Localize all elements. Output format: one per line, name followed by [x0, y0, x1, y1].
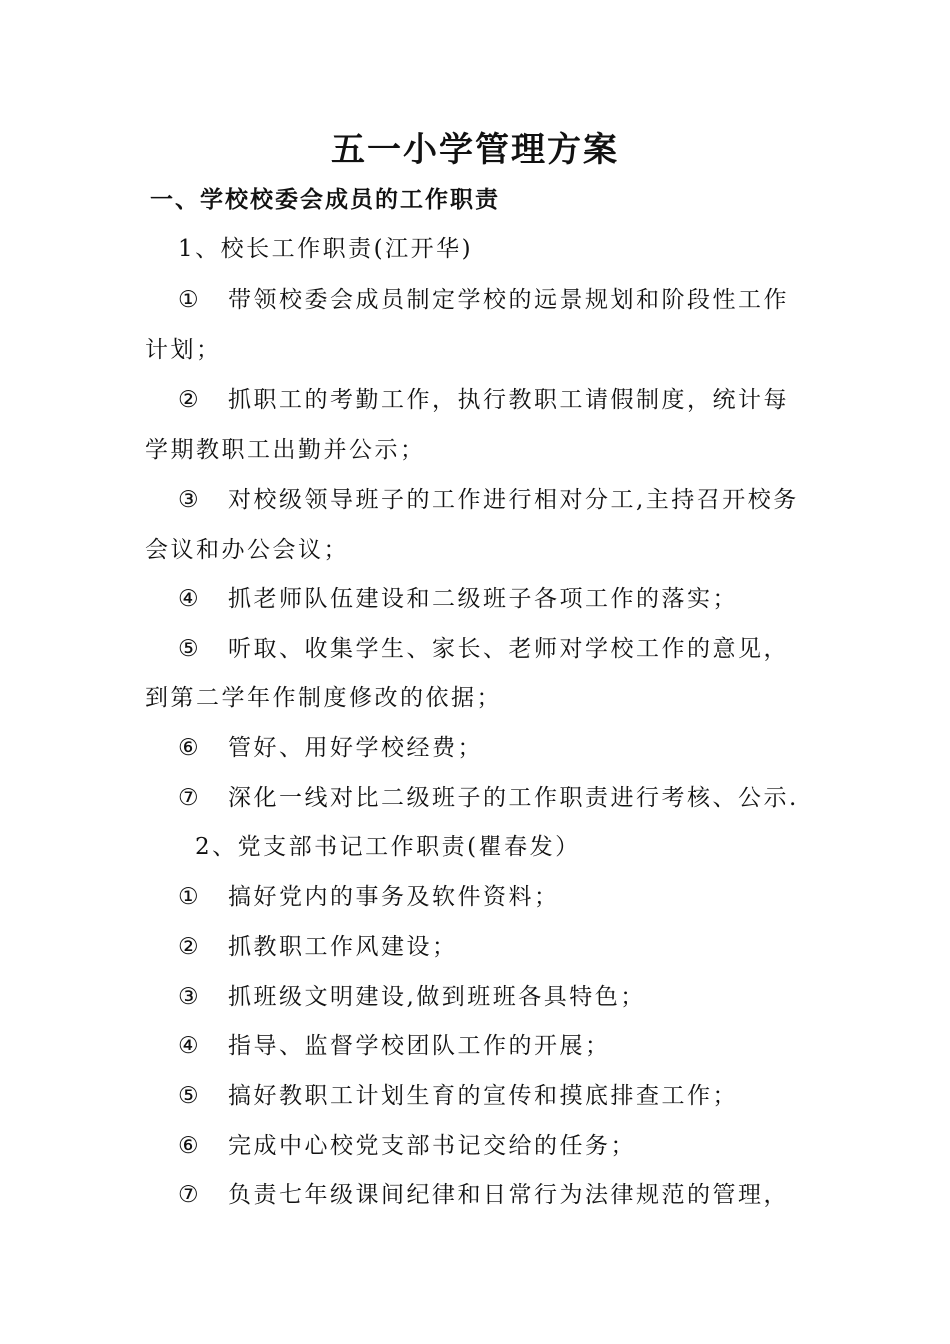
item-text: 对校级领导班子的工作进行相对分工,主持召开校务 — [228, 487, 799, 513]
item-number: ④ — [178, 586, 202, 612]
item-text: 听取、收集学生、家长、老师对学校工作的意见， — [228, 636, 789, 662]
item-text: 深化一线对比二级班子的工作职责进行考核、公示. — [228, 785, 799, 811]
list-item — [178, 483, 799, 517]
item-continuation: 到第二学年作制度修改的依据； — [145, 685, 502, 711]
item-text: 带领校委会成员制定学校的远景规划和阶段性工作 — [228, 287, 789, 313]
list-item — [178, 1079, 738, 1113]
item-number: ② — [178, 387, 202, 413]
item-text: 抓教职工作风建设； — [228, 934, 458, 960]
item-text: 指导、监督学校团队工作的开展； — [228, 1033, 611, 1059]
section-heading: 一、学校校委会成员的工作职责 — [150, 186, 500, 213]
item-number: ⑥ — [178, 735, 202, 761]
item-text: 抓老师队伍建设和二级班子各项工作的落实； — [228, 586, 738, 612]
item-text: 抓职工的考勤工作，执行教职工请假制度，统计每 — [228, 387, 789, 413]
item-number: ⑥ — [178, 1133, 202, 1159]
subsection-heading: 1、校长工作职责(江开华) — [178, 236, 474, 262]
document-title: 五一小学管理方案 — [331, 130, 619, 170]
list-item — [178, 582, 738, 616]
list-item — [178, 880, 560, 914]
item-number: ① — [178, 287, 202, 313]
item-number: ⑤ — [178, 636, 202, 662]
subsection-heading: 2、党支部书记工作职责(瞿春发） — [195, 834, 581, 860]
list-item — [178, 930, 458, 964]
list-item — [178, 1129, 636, 1163]
item-number: ③ — [178, 984, 202, 1010]
item-text: 负责七年级课间纪律和日常行为法律规范的管理， — [228, 1182, 789, 1208]
list-item — [178, 781, 799, 815]
list-item — [178, 1029, 611, 1063]
item-number: ④ — [178, 1033, 202, 1059]
item-text: 搞好党内的事务及软件资料； — [228, 884, 560, 910]
item-continuation: 计划； — [145, 337, 222, 363]
item-text: 完成中心校党支部书记交给的任务； — [228, 1133, 636, 1159]
list-item — [178, 283, 789, 317]
item-number: ⑤ — [178, 1083, 202, 1109]
item-number: ② — [178, 934, 202, 960]
list-item — [178, 632, 789, 666]
list-item — [178, 383, 789, 417]
item-text: 管好、用好学校经费； — [228, 735, 483, 761]
item-number: ⑦ — [178, 785, 202, 811]
list-item — [178, 980, 646, 1014]
item-continuation: 会议和办公会议； — [145, 537, 349, 563]
item-number: ⑦ — [178, 1182, 202, 1208]
list-item — [178, 731, 483, 765]
item-number: ③ — [178, 487, 202, 513]
item-text: 搞好教职工计划生育的宣传和摸底排查工作； — [228, 1083, 738, 1109]
item-number: ① — [178, 884, 202, 910]
item-text: 抓班级文明建设,做到班班各具特色； — [228, 984, 646, 1010]
list-item — [178, 1178, 789, 1212]
item-continuation: 学期教职工出勤并公示； — [145, 437, 426, 463]
